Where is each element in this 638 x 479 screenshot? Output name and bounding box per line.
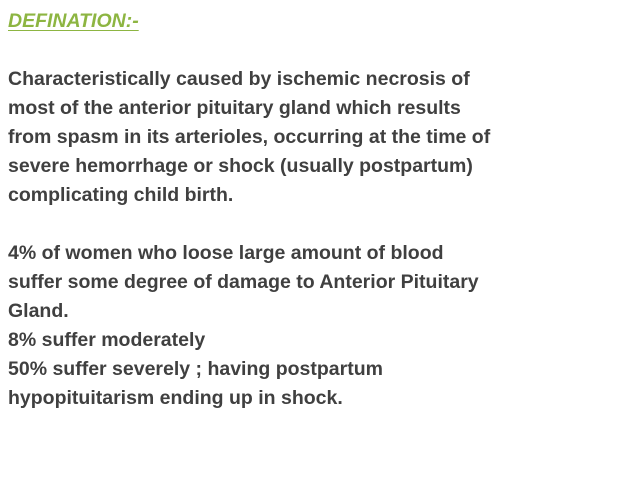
paragraph-line: most of the anterior pituitary gland which results <box>8 97 461 119</box>
paragraph-line: 50% suffer severely ; having postpartum <box>8 358 383 380</box>
slide-content <box>8 7 634 413</box>
paragraph-line: 8% suffer moderately <box>8 329 206 351</box>
paragraph-line: from spasm in its arterioles, occurring at the time of <box>8 126 491 148</box>
paragraph-line: complicating child birth. <box>8 184 234 206</box>
paragraph-line: hypopituitarism ending up in shock. <box>8 387 343 409</box>
paragraph-line: Gland. <box>8 300 69 322</box>
paragraph-line: 4% of women who loose large amount of blood <box>8 242 444 264</box>
paragraph-line: Characteristically caused by ischemic necrosis of <box>8 68 470 90</box>
definition-heading: DEFINATION:- <box>8 10 139 32</box>
paragraph-line: severe hemorrhage or shock (usually postpartum) <box>8 155 473 177</box>
spacer <box>8 36 634 65</box>
spacer <box>8 210 634 239</box>
statistics-paragraph <box>8 239 634 413</box>
paragraph-line: suffer some degree of damage to Anterior Pituitary <box>8 271 479 293</box>
definition-paragraph <box>8 65 634 210</box>
